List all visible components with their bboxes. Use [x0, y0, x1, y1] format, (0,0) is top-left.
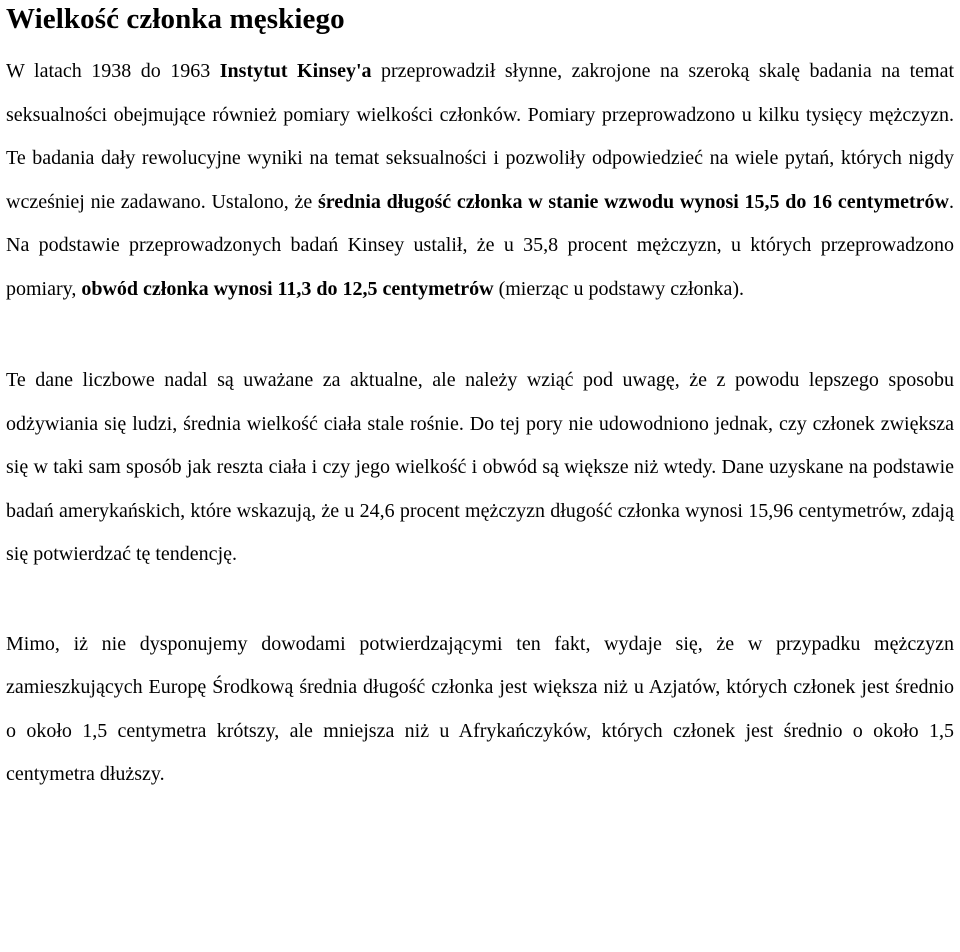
- bold-text-run: obwód członka wynosi 11,3 do 12,5 centymetrów: [81, 277, 494, 300]
- bold-text-run: średnia długość członka w stanie wzwodu wynosi 15,5 do 16 centymetrów: [317, 190, 949, 213]
- text-run: Te dane liczbowe nadal są uważane za aktualne, ale należy wziąć pod uwagę, że z powodu lepszego sposobu odżywiania się ludzi, średnia wielkość ciała stale rośnie. Do tej pory nie udowodniono jednak, czy członek zwiększa się w taki sam sposób jak reszta ciała i czy jego wielkość i obwód są większe niż wtedy. Dane uzyskane na podstawie badań amerykańskich, które wskazują, że u 24,6 procent mężczyzn długość członka wynosi 15,96 centymetrów, zdają się potwierdzać tę tendencję.: [6, 369, 954, 565]
- text-run: (mierząc u podstawy członka).: [493, 277, 745, 300]
- document-page: [6, 0, 954, 797]
- paragraph-2: [6, 359, 954, 577]
- bold-text-run: Instytut Kinsey'a: [219, 60, 372, 82]
- text-run: . Na podstawie przeprowadzonych badań Kinsey ustalił, że u 35,8 procent mężczyzn, u których przeprowadzono pomiary,: [6, 190, 954, 300]
- text-run: przeprowadził słynne, zakrojone na szeroką skalę badania na temat seksualności obejmujące również pomiary wielkości członków. Pomiary przeprowadzono u kilku tysięcy mężczyzn. Te badania dały rewolucyjne wyniki na temat seksualności i pozwoliły odpowiedzieć na wiele pytań, których nigdy wcześniej nie zadawano. Ustalono, że: [6, 60, 954, 213]
- text-run: Mimo, iż nie dysponujemy dowodami potwierdzającymi ten fakt, wydaje się, że w przypadku mężczyzn zamieszkujących Europę Środkową średnia długość członka jest większa niż u Azjatów, których członek jest średnio o około 1,5 centymetra krótszy, ale mniejsza niż u Afrykańczyków, których członek jest średnio o około 1,5 centymetra dłuższy.: [6, 632, 954, 785]
- paragraph-3: [6, 623, 954, 797]
- text-run: W latach 1938 do 1963: [6, 60, 220, 82]
- paragraph-1: [6, 50, 954, 311]
- page-title: Wielkość członka męskiego: [6, 3, 345, 35]
